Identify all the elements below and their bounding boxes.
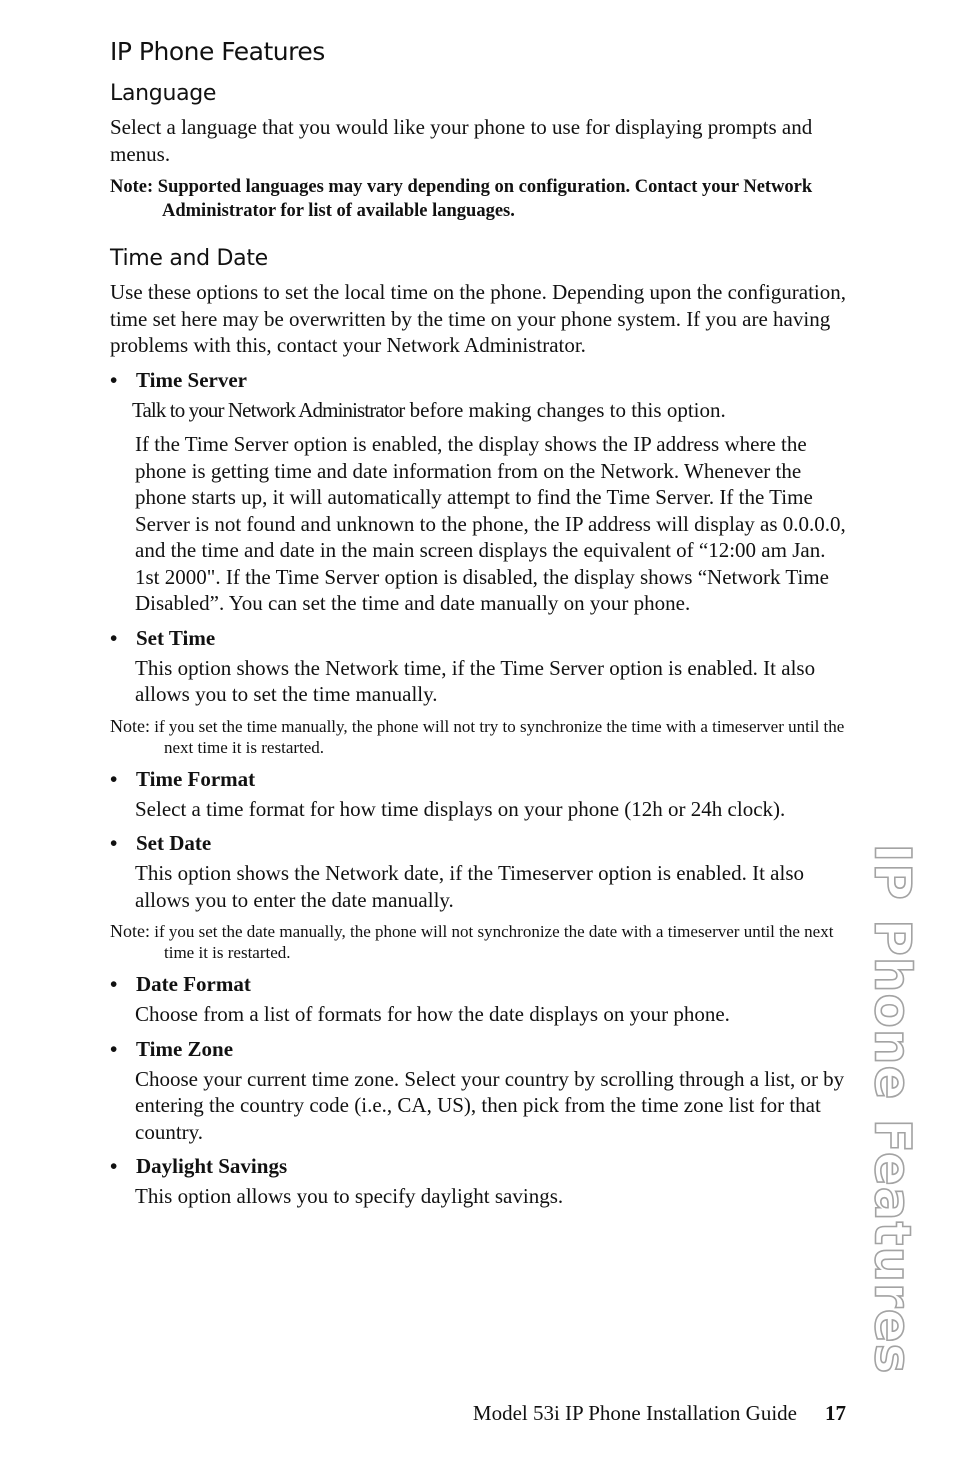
daylight-savings-body: This option allows you to specify daylight savings.: [135, 1184, 564, 1208]
bullet-set-date: [110, 830, 850, 856]
bullet-set-time: [110, 625, 850, 651]
bullet-label: Set Time: [136, 625, 216, 650]
bullet-label: Time Format: [136, 766, 256, 791]
bullet-time-server: [110, 367, 850, 393]
note-text: if you set the time manually, the phone will not try to synchronize the time with a timeserver until the next time it is restarted.: [154, 716, 845, 757]
language-body: Select a language that you would like your phone to use for displaying prompts and menus.: [110, 115, 813, 166]
set-time-note: [110, 716, 850, 758]
condensed-text: Talk to your Network Administrator: [132, 397, 405, 422]
bullet-marker: •: [110, 766, 118, 791]
footer-guide-title: Model 53i IP Phone Installation Guide: [472, 1401, 797, 1425]
time-server-body-1: [110, 397, 850, 424]
body-text: before making changes to this option.: [404, 397, 726, 422]
section-title-time-date: Time and Date: [110, 246, 268, 271]
language-note: [110, 175, 850, 223]
bullet-daylight-savings: [110, 1153, 850, 1179]
page-title: IP Phone Features: [110, 37, 325, 66]
bullet-marker: •: [110, 1154, 118, 1178]
bullet-label: Date Format: [136, 972, 251, 996]
bullet-time-zone: [110, 1036, 850, 1062]
set-time-body: This option shows the Network time, if the Time Server option is enabled. It also allows you to set the time manually.: [135, 655, 816, 706]
side-tab-label: IP Phone Features: [863, 843, 921, 1375]
bullet-marker: •: [110, 972, 118, 996]
side-tab: [863, 843, 921, 1375]
bullet-label: Time Zone: [136, 1036, 234, 1061]
note-text: Supported languages may vary depending on configuration. Contact your Network Administrator for list of available languages.: [157, 177, 813, 221]
set-date-note: [110, 921, 850, 963]
time-date-body: Use these options to set the local time on the phone. Depending upon the configuration, time set here may be overwritten by the time on your phone system. If you are having problems with this, contact your Network Administrator.: [110, 280, 847, 357]
time-format-body: Select a time format for how time displays on your phone (12h or 24h clock).: [135, 796, 786, 821]
note-label: Note:: [110, 921, 150, 941]
note-label: Note:: [110, 715, 150, 736]
bullet-label: Time Server: [136, 367, 247, 392]
bullet-label: Set Date: [136, 831, 212, 855]
bullet-marker: •: [110, 831, 118, 855]
time-zone-body: Choose your current time zone. Select your country by scrolling through a list, or by entering the country code (i.e., CA, US), then pick from the time zone list for that country.: [135, 1066, 845, 1144]
bullet-marker: •: [110, 625, 118, 650]
page-footer: [473, 1399, 846, 1427]
date-format-body: Choose from a list of formats for how the date displays on your phone.: [135, 1002, 730, 1026]
bullet-label: Daylight Savings: [136, 1154, 288, 1178]
page-number: 17: [825, 1401, 846, 1425]
bullet-time-format: [110, 766, 850, 792]
page-content: [110, 36, 850, 1210]
time-server-body-2: If the Time Server option is enabled, the display shows the IP address where the phone is getting time and date information from on the Network. Whenever the phone starts up, it will automatically attempt to find the Time Server. If the Time Server is not found and unknown to the phone, the IP address will display as 0.0.0.0, and the time and date in the main screen displays the equivalent of “12:00 am Jan. 1st 2000". If the Time Server option is disabled, the display shows “Network Time Disabled”. You can set the time and date manually on your phone.: [135, 432, 846, 615]
note-text: if you set the date manually, the phone will not synchronize the date with a timeserver until the next time it is restarted.: [154, 922, 834, 962]
section-title-language: Language: [110, 81, 217, 106]
set-date-body: This option shows the Network date, if the Timeserver option is enabled. It also allows you to enter the date manually.: [135, 861, 804, 912]
bullet-date-format: [110, 971, 850, 997]
bullet-marker: •: [110, 1036, 118, 1061]
bullet-marker: •: [110, 367, 118, 392]
note-label: Note:: [110, 177, 154, 197]
